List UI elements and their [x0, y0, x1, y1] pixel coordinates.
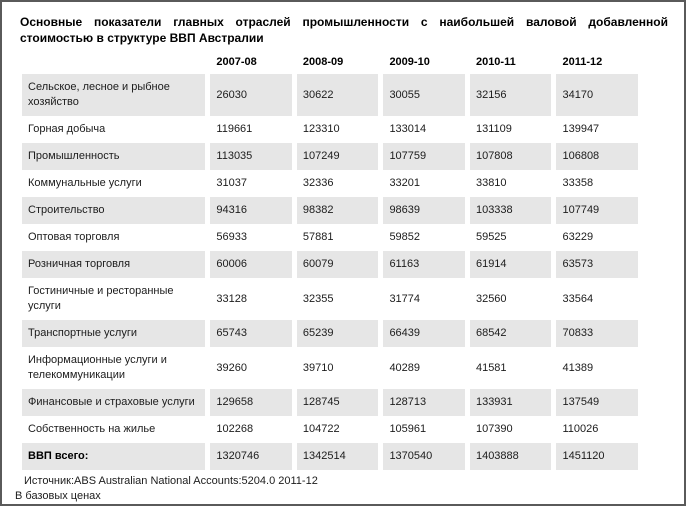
- value-cell: 105961: [389, 423, 427, 435]
- value-cell: 40289: [389, 361, 421, 374]
- source-note: Источник:ABS Australian National Accounts:5204.0 2011-12: [24, 475, 318, 487]
- value-cell: 131109: [475, 123, 512, 135]
- value-cell: 33564: [562, 292, 594, 305]
- value-cell: 94316: [210, 197, 292, 224]
- value-cell: 129658: [210, 389, 292, 416]
- value-cell: 59852: [389, 231, 421, 243]
- table-row: [22, 389, 638, 416]
- table-title: Основные показатели главных отраслей промышленности с наибольшей валовой добавленной стоимостью в структуре ВВП Австралии: [20, 15, 668, 45]
- row-label: Оптовая торговля: [28, 231, 120, 243]
- empty-header-cell: [22, 52, 205, 74]
- value-cell: 65239: [297, 320, 379, 347]
- value-cell: 63229: [562, 231, 594, 243]
- row-label: Горная добыча: [28, 123, 106, 135]
- value-cell: 33810: [475, 177, 507, 189]
- value-cell: 98639: [383, 197, 465, 224]
- value-cell: 59525: [475, 231, 507, 243]
- year-header: 2009-10: [383, 52, 465, 74]
- value-cell: 26030: [210, 74, 292, 116]
- value-cell: 33201: [389, 177, 421, 189]
- value-cell: 128713: [383, 389, 465, 416]
- value-cell: 107390: [475, 423, 513, 435]
- value-cell: 107249: [297, 143, 379, 170]
- value-cell: 110026: [562, 423, 599, 435]
- value-cell: 119661: [216, 123, 253, 135]
- value-cell: 1342514: [297, 443, 379, 470]
- value-cell: 128745: [297, 389, 379, 416]
- value-cell: 68542: [470, 320, 552, 347]
- row-label: Собственность на жилье: [28, 423, 156, 435]
- table-row: [22, 74, 638, 116]
- value-cell: 133014: [389, 123, 427, 135]
- value-cell: 41389: [562, 361, 594, 374]
- value-cell: 60006: [210, 251, 292, 278]
- year-header: 2007-08: [210, 52, 292, 74]
- value-cell: 63573: [556, 251, 638, 278]
- value-cell: 32560: [475, 292, 507, 305]
- value-cell: 41581: [475, 361, 507, 374]
- value-cell: 107759: [383, 143, 465, 170]
- row-label: Информационные услуги и телекоммуникации: [28, 354, 167, 381]
- year-header: 2008-09: [297, 52, 379, 74]
- table-row: [22, 443, 638, 470]
- value-cell: 1403888: [470, 443, 552, 470]
- value-cell: 103338: [470, 197, 552, 224]
- year-header-row: [22, 52, 638, 74]
- row-label: Строительство: [22, 197, 205, 224]
- row-label: Промышленность: [22, 143, 205, 170]
- value-cell: 34170: [556, 74, 638, 116]
- value-cell: 61163: [383, 251, 465, 278]
- value-cell: 31774: [389, 292, 421, 305]
- value-cell: 39260: [216, 361, 247, 374]
- table-row: [22, 170, 638, 197]
- table-row: [22, 320, 638, 347]
- value-cell: 113035: [210, 143, 292, 170]
- value-cell: 70833: [556, 320, 638, 347]
- value-cell: 61914: [470, 251, 552, 278]
- row-label: Коммунальные услуги: [28, 177, 142, 189]
- value-cell: 39710: [302, 361, 334, 374]
- value-cell: 65743: [210, 320, 292, 347]
- value-cell: 133931: [470, 389, 552, 416]
- row-label: Финансовые и страховые услуги: [22, 389, 205, 416]
- value-cell: 104722: [302, 423, 340, 435]
- value-cell: 32156: [470, 74, 552, 116]
- value-cell: 106808: [556, 143, 638, 170]
- value-cell: 30055: [383, 74, 465, 116]
- table-row: [22, 251, 638, 278]
- table-row: [22, 197, 638, 224]
- row-label: Транспортные услуги: [22, 320, 205, 347]
- value-cell: 30622: [297, 74, 379, 116]
- table-row: [22, 278, 638, 320]
- row-label: Сельское, лесное и рыбное хозяйство: [22, 74, 205, 116]
- table-row: [22, 116, 638, 143]
- value-cell: 32355: [302, 292, 334, 305]
- year-header: 2011-12: [556, 52, 638, 74]
- value-cell: 139947: [562, 123, 600, 135]
- page-content: [2, 2, 684, 504]
- value-cell: 56933: [216, 231, 247, 243]
- gdp-industries-table: [17, 52, 643, 470]
- value-cell: 33128: [216, 292, 247, 305]
- prices-note: В базовых ценах: [15, 490, 101, 502]
- row-label: Розничная торговля: [22, 251, 205, 278]
- value-cell: 33358: [562, 177, 594, 189]
- value-cell: 60079: [297, 251, 379, 278]
- table-row: [22, 143, 638, 170]
- table-row: [22, 224, 638, 251]
- value-cell: 107749: [556, 197, 638, 224]
- row-label: ВВП всего:: [22, 443, 205, 470]
- table-row: [22, 416, 638, 443]
- value-cell: 1451120: [556, 443, 638, 470]
- value-cell: 1320746: [210, 443, 292, 470]
- value-cell: 31037: [216, 177, 247, 189]
- value-cell: 102268: [216, 423, 254, 435]
- year-header: 2010-11: [470, 52, 552, 74]
- value-cell: 123310: [302, 123, 340, 135]
- value-cell: 32336: [302, 177, 334, 189]
- value-cell: 107808: [470, 143, 552, 170]
- row-label: Гостиничные и ресторанные услуги: [28, 285, 174, 312]
- table-row: [22, 347, 638, 389]
- value-cell: 66439: [383, 320, 465, 347]
- value-cell: 1370540: [383, 443, 465, 470]
- value-cell: 57881: [302, 231, 334, 243]
- value-cell: 137549: [556, 389, 638, 416]
- value-cell: 98382: [297, 197, 379, 224]
- table-footer: [15, 474, 666, 504]
